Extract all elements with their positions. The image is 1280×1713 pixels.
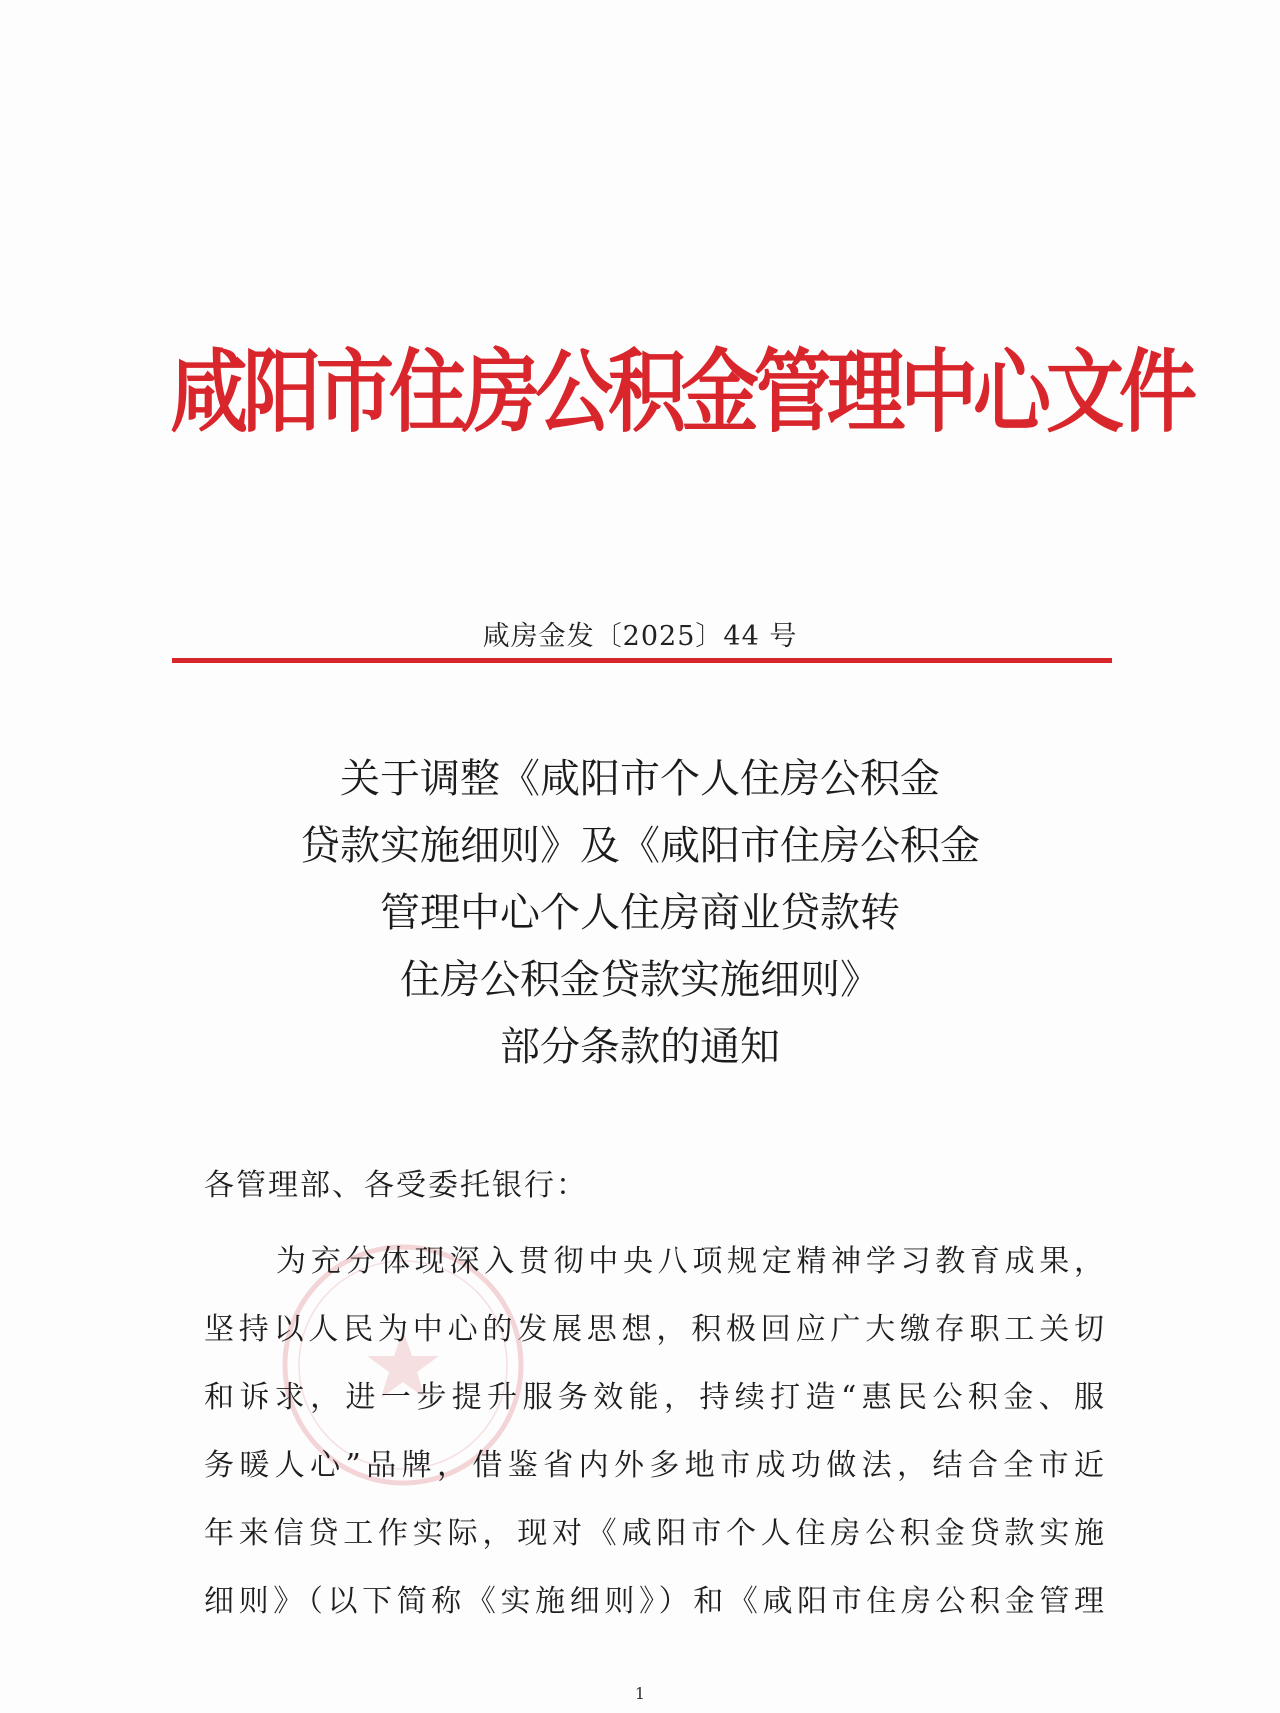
body-line-6: 细则》（以下简称《实施细则》）和《咸阳市住房公积金管理 xyxy=(204,1584,1104,1619)
body-line-4: 务暖人心”品牌，借鉴省内外多地市成功做法，结合全市近 xyxy=(204,1448,1104,1483)
notice-title-line-3: 管理中心个人住房商业贷款转 xyxy=(380,890,900,936)
document-number: 咸房金发〔2025〕44 号 xyxy=(482,621,798,652)
notice-title-line-2: 贷款实施细则》及《咸阳市住房公积金 xyxy=(300,823,980,869)
notice-title-line-1: 关于调整《咸阳市个人住房公积金 xyxy=(340,756,940,802)
body-line-5: 年来信贷工作实际，现对《咸阳市个人住房公积金贷款实施 xyxy=(204,1516,1104,1551)
page-number: 1 xyxy=(634,1684,646,1703)
notice-title-line-5: 部分条款的通知 xyxy=(500,1024,780,1070)
body-line-1: 为充分体现深入贯彻中央八项规定精神学习教育成果， xyxy=(276,1244,1104,1279)
document-header-title: 咸阳市住房公积金管理中心文件 xyxy=(170,340,1193,445)
body-line-2: 坚持以人民为中心的发展思想，积极回应广大缴存职工关切 xyxy=(204,1312,1104,1347)
salutation: 各管理部、各受委托银行： xyxy=(204,1168,588,1203)
body-paragraph xyxy=(204,1228,1104,1636)
notice-title xyxy=(180,746,1100,1081)
red-divider-line xyxy=(172,658,1112,663)
body-line-3: 和诉求，进一步提升服务效能，持续打造“惠民公积金、服 xyxy=(204,1380,1104,1415)
notice-title-line-4: 住房公积金贷款实施细则》 xyxy=(400,957,880,1003)
